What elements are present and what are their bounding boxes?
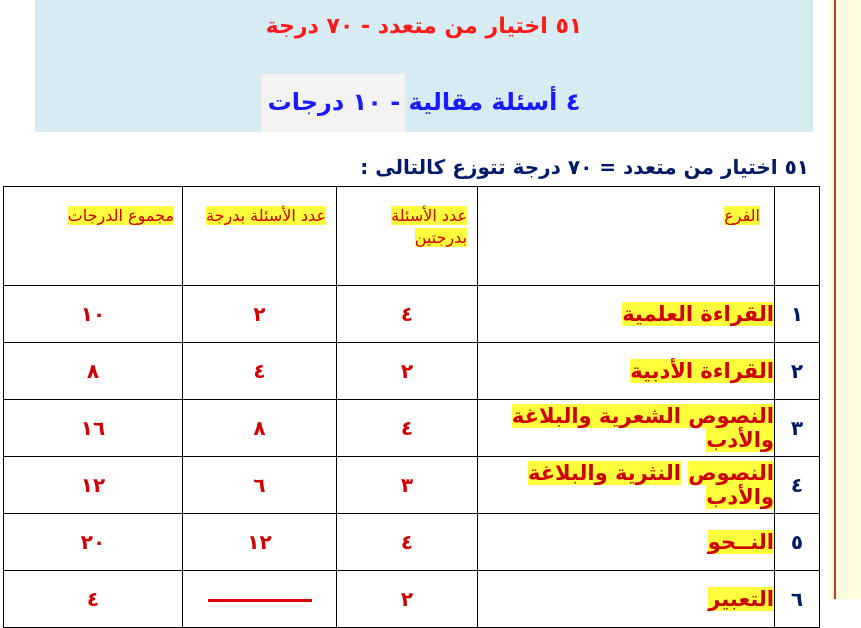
row-total: ١٠ (4, 286, 183, 343)
header-two-mark-label: عدد الأسئلة بدرجتين (391, 206, 467, 247)
row-branch-label: النصوص الشعرية والبلاغة والأدب (511, 404, 774, 452)
row-branch-label: التعبير (708, 587, 774, 611)
header-one-mark-label: عدد الأسئلة بدرجة (206, 206, 326, 225)
row-total: ٢٠ (4, 514, 183, 571)
row-num: ١ (775, 286, 820, 343)
row-one-mark: ٨ (183, 400, 337, 457)
row-two-mark: ٤ (337, 514, 478, 571)
empty-dash (208, 599, 312, 602)
row-branch-label: النــحو (707, 530, 774, 554)
header-total-label: مجموع الدرجات (67, 206, 174, 225)
row-total: ٤ (4, 571, 183, 628)
row-two-mark: ٤ (337, 400, 478, 457)
row-one-mark: ٤ (183, 343, 337, 400)
distribution-table (3, 186, 820, 628)
banner-mcq-line: ٥١ اختيار من متعدد - ٧٠ درجة (265, 14, 583, 39)
table-row (4, 457, 820, 514)
row-total: ١٦ (4, 400, 183, 457)
margin-line (834, 0, 836, 599)
row-two-mark: ٢ (337, 343, 478, 400)
header-num (775, 187, 820, 286)
row-branch (478, 571, 775, 628)
header-branch-label: الفرع (724, 206, 760, 225)
row-num: ٢ (775, 343, 820, 400)
row-num: ٦ (775, 571, 820, 628)
row-branch-rest: النثرية والبلاغة والأدب (527, 461, 774, 509)
distribution-intro: ٥١ اختيار من متعدد = ٧٠ درجة تتوزع كالتالى : (360, 155, 809, 179)
row-branch-label: القراءة الأدبية (630, 359, 774, 383)
table-row (4, 400, 820, 457)
row-branch-prefix: النصوص (688, 461, 774, 485)
row-num: ٣ (775, 400, 820, 457)
row-branch (478, 457, 775, 514)
row-two-mark: ٢ (337, 571, 478, 628)
row-num: ٤ (775, 457, 820, 514)
header-two-mark (337, 187, 478, 286)
banner-essay-line: ٤ أسئلة مقالية - ١٠ درجات (267, 88, 581, 116)
header-one-mark (183, 187, 337, 286)
row-two-mark: ٣ (337, 457, 478, 514)
row-num: ٥ (775, 514, 820, 571)
row-one-mark (183, 571, 337, 628)
row-branch (478, 514, 775, 571)
header-total (4, 187, 183, 286)
row-two-mark: ٤ (337, 286, 478, 343)
header-banner (35, 0, 813, 132)
table-row (4, 571, 820, 628)
header-branch (478, 187, 775, 286)
row-branch (478, 286, 775, 343)
row-total: ٨ (4, 343, 183, 400)
row-branch (478, 343, 775, 400)
table-row (4, 286, 820, 343)
table-header-row (4, 187, 820, 286)
row-branch-label: القراءة العلمية (622, 302, 774, 326)
page-margin-strip (829, 0, 861, 599)
row-one-mark: ٦ (183, 457, 337, 514)
table-row (4, 343, 820, 400)
row-one-mark: ١٢ (183, 514, 337, 571)
row-total: ١٢ (4, 457, 183, 514)
row-branch (478, 400, 775, 457)
table-row (4, 514, 820, 571)
row-one-mark: ٢ (183, 286, 337, 343)
